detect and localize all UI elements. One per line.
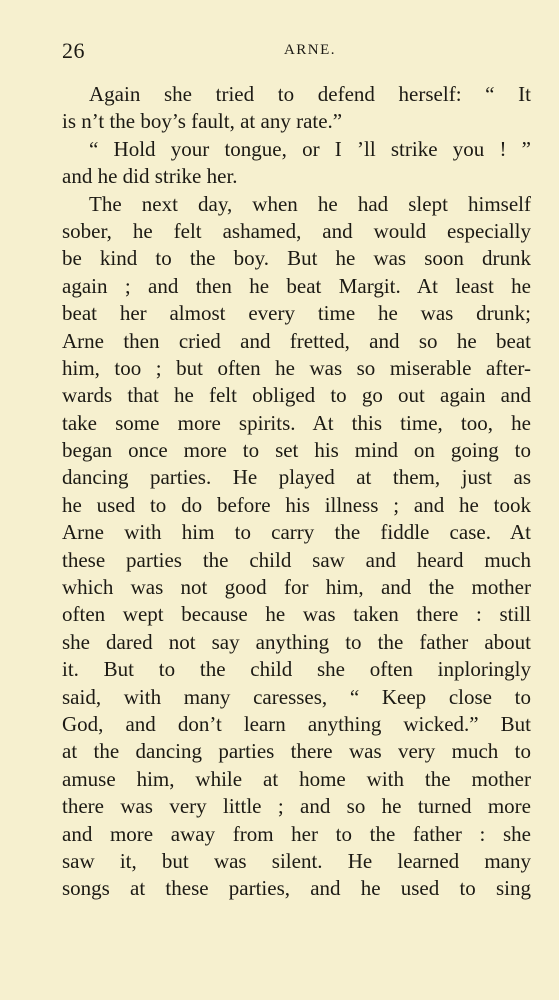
- text-line: sober, he felt ashamed, and would especially: [62, 218, 531, 243]
- body-text: [62, 81, 531, 903]
- text-line: songs at these parties, and he used to sing: [62, 876, 531, 901]
- text-line: beat her almost every time he was drunk;: [62, 301, 531, 326]
- text-line: God, and don’t learn anything wicked.” But: [62, 711, 531, 736]
- text-line: again ; and then he beat Margit. At least he: [62, 273, 531, 298]
- text-line: Arne then cried and fretted, and so he beat: [62, 328, 531, 353]
- text-line: and he did strike her.: [62, 164, 238, 189]
- page-number: 26: [62, 38, 85, 63]
- text-line: and more away from her to the father : she: [62, 821, 531, 846]
- running-title: ARNE.: [283, 42, 337, 58]
- text-line: it. But to the child she often inploringly: [62, 657, 531, 682]
- text-line: he used to do before his illness ; and he took: [62, 492, 531, 517]
- text-line: Again she tried to defend herself: “ It: [89, 82, 531, 106]
- text-line: is n’t the boy’s fault, at any rate.”: [62, 109, 343, 134]
- text-line: The next day, when he had slept himself: [89, 191, 531, 216]
- text-line: take some more spirits. At this time, too, he: [62, 410, 531, 435]
- text-line: Arne with him to carry the fiddle case. At: [62, 520, 531, 545]
- text-line: amuse him, while at home with the mother: [62, 766, 531, 791]
- text-line: there was very little ; and so he turned more: [62, 794, 531, 819]
- text-line: at the dancing parties there was very much to: [62, 739, 531, 764]
- text-line: saw it, but was silent. He learned many: [62, 848, 531, 873]
- text-line: “ Hold your tongue, or I ’ll strike you ! ”: [89, 136, 531, 161]
- text-line: dancing parties. He played at them, just as: [62, 465, 531, 490]
- text-line: often wept because he was taken there : still: [62, 602, 531, 627]
- text-line: wards that he felt obliged to go out again and: [62, 383, 531, 408]
- text-line: these parties the child saw and heard much: [62, 547, 531, 572]
- text-line: which was not good for him, and the mother: [62, 575, 531, 600]
- page-header: [62, 38, 530, 66]
- text-line: said, with many caresses, “ Keep close to: [62, 684, 531, 709]
- text-line: began once more to set his mind on going to: [62, 438, 531, 463]
- text-line: she dared not say anything to the father about: [62, 629, 531, 654]
- text-line: him, too ; but often he was so miserable after-: [62, 355, 531, 380]
- text-line: be kind to the boy. But he was soon drunk: [62, 246, 531, 271]
